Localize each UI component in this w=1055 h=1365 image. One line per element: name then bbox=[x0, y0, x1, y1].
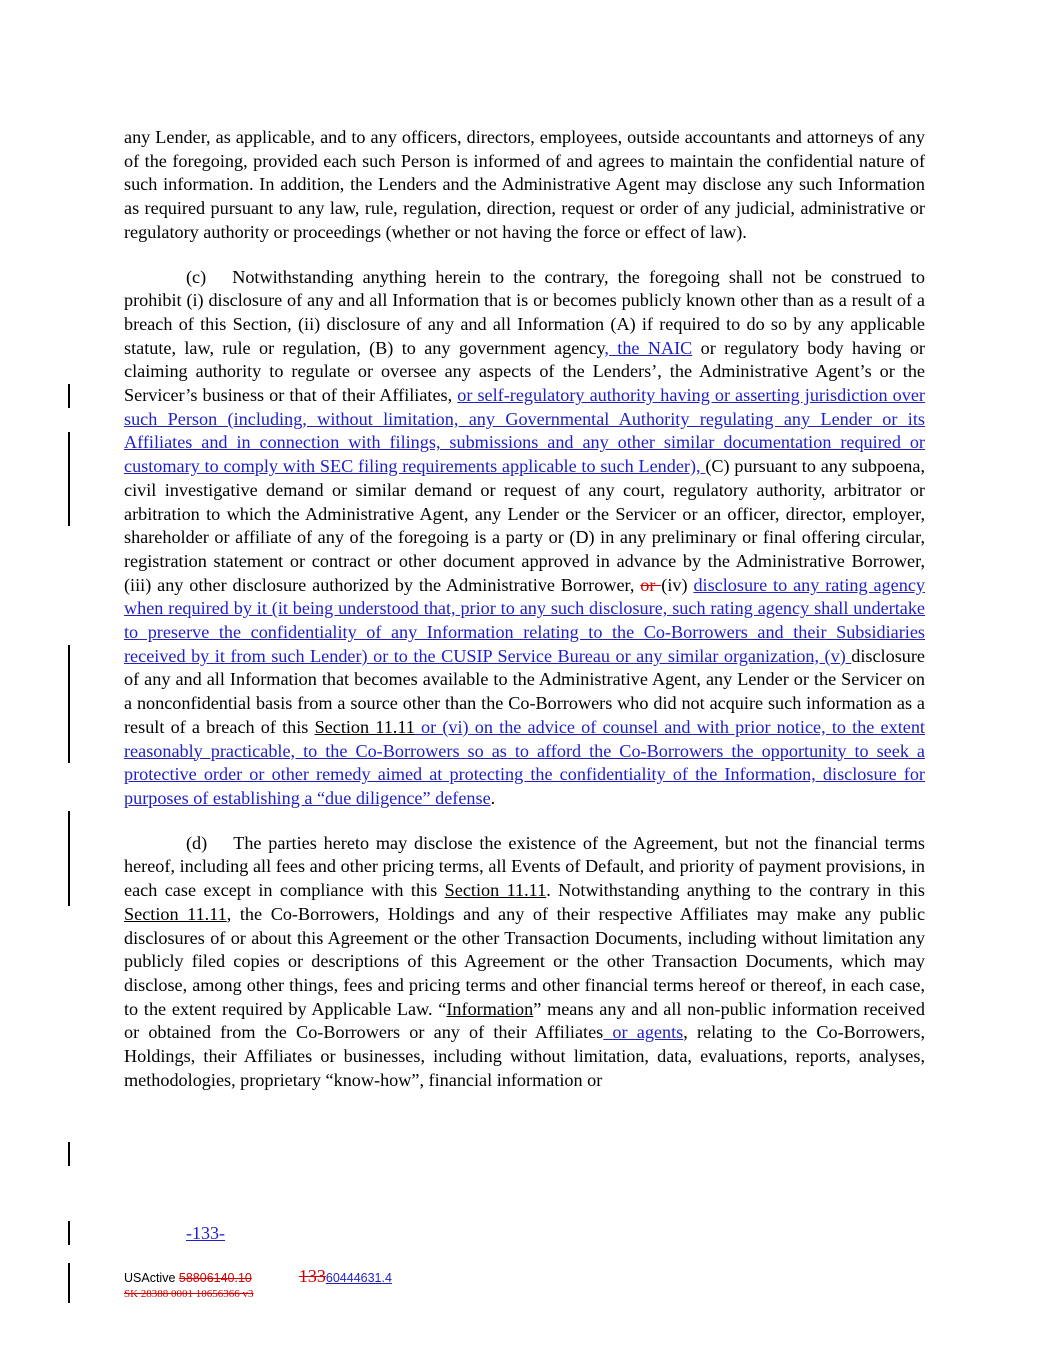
change-bar bbox=[68, 384, 70, 408]
deleted-text: or bbox=[640, 574, 662, 595]
page-number: -133- bbox=[186, 1223, 225, 1243]
change-bar bbox=[68, 1221, 70, 1245]
inserted-text: or (vi) on the advice of counsel and with prior notice, to the extent reasonably practicable, to the Co-Borrowers so as to afford the Co-Borrowers the opportunity to seek a protective order or other remedy aimed at protecting the confidentiality of the Information, disclosure for purposes of establishing a “due diligence” defense bbox=[124, 716, 925, 808]
change-bar bbox=[68, 432, 70, 526]
change-bar bbox=[68, 811, 70, 906]
inserted-text: or self-regulatory authority having or asserting jurisdiction over such Person (including, without limitation, any Governmental Authority regulating any Lender or its Affiliates and in connection with filings, submissions and any other similar documentation required or customary to comply with SEC filing requirements applicable to such Lender), bbox=[124, 385, 925, 477]
deleted-page-ref: 133 bbox=[298, 1266, 326, 1286]
paragraph-c: (c) Notwithstanding anything herein to the contrary, the foregoing shall not be construed to prohibit (i) disclosure of any and all Information that is or becomes publicly known other than as a result of a breach of this Section, (ii) disclosure of any and all Information (A) if required to do so by any applicable statute, law, rule or regulation, (B) to any government agency, the NAIC or regulatory body having or claiming authority to regulate or oversee any aspects of the Lenders’, the Administrative Agent’s or the Servicer’s business or that of their Affiliates, or self-regulatory authority having or asserting jurisdiction over such Person (including, without limitation, any Governmental Authority regulating any Lender or its Affiliates and in connection with filings, submissions and any other similar documentation required or customary to comply with SEC filing requirements applicable to such Lender), (C) pursuant to any subpoena, civil investigative demand or similar demand or request of any court, regulatory authority, arbitrator or arbitration to which the Administrative Agent, any Lender or the Servicer or an officer, director, employer, shareholder or affiliate of any of the foregoing is a party or (D) in any preliminary or final offering circular, registration statement or contract or other document approved in advance by the Administrative Borrower, (iii) any other disclosure authorized by the Administrative Borrower, or (iv) disclosure to any rating agency when required by it (it being understood that, prior to any such disclosure, such rating agency shall undertake to preserve the confidentiality of any Information relating to the Co-Borrowers and their Subsidiaries received by it from such Lender) or to the CUSIP Service Bureau or any similar organization, (v) disclosure of any and all Information that becomes available to the Administrative Agent, any Lender or the Servicer on a nonconfidential basis from a source other than the Co-Borrowers who did not acquire such information as a result of a breach of this Section 11.11 or (vi) on the advice of counsel and with prior notice, to the extent reasonably practicable, to the Co-Borrowers so as to afford the Co-Borrowers the opportunity to seek a protective order or other remedy aimed at protecting the confidentiality of the Information, disclosure for purposes of establishing a “due diligence” defense. bbox=[124, 266, 925, 808]
paragraph-continuation: any Lender, as applicable, and to any officers, directors, employees, outside accountants and attorneys of any of the foregoing, provided each such Person is informed of and agrees to maintain the confidential nature of such information. In addition, the Lenders and the Administrative Agent may disclose any such Information as required pursuant to any law, rule, regulation, direction, request or order of any judicial, administrative or regulatory authority or proceedings (whether or not having the force or effect of law). bbox=[124, 127, 925, 242]
inserted-doc-id: 60444631.4 bbox=[325, 1271, 392, 1285]
footer-deleted-ref: SK 28388 0001 10656366 v3 bbox=[124, 1288, 254, 1300]
defined-term: Information bbox=[446, 998, 534, 1019]
clause-label: (c) bbox=[186, 266, 207, 287]
clause-label: (d) bbox=[186, 832, 208, 853]
paragraph-d: (d) The parties hereto may disclose the existence of the Agreement, but not the financial terms hereof, including all fees and other pricing terms, all Events of Default, and priority of payment provisions, in each case except in compliance with this Section 11.11. Notwithstanding anything to the contrary in this Section 11.11, the Co-Borrowers, Holdings and any of their respective Affiliates may make any public disclosures of or about this Agreement or the other Transaction Documents, including without limitation any publicly filed copies or descriptions of this Agreement or the other Transaction Documents, which may disclose, among other things, fees and pricing terms and other financial terms hereof or thereof, in each case, to the extent required by Applicable Law. “Information” means any and all non-public information received or obtained from the Co-Borrowers or any of their Affiliates or agents, relating to the Co-Borrowers, Holdings, their Affiliates or businesses, including without limitation, data, evaluations, reports, analyses, methodologies, proprietary “know-how”, financial information or bbox=[124, 832, 926, 1090]
section-reference: Section 11.11 bbox=[444, 880, 547, 901]
section-reference: Section 11.11 bbox=[314, 716, 415, 737]
deleted-doc-id: 58806140.10 bbox=[178, 1271, 252, 1285]
change-bar bbox=[68, 1263, 70, 1303]
section-reference: Section 11.11 bbox=[124, 903, 227, 924]
inserted-text: or agents bbox=[603, 1022, 684, 1043]
inserted-text: disclosure to any rating agency when required by it (it being understood that, prior to any such disclosure, such rating agency shall undertake to preserve the confidentiality of any Information relating to the Co-Borrowers and their Subsidiaries received by it from such Lender) or to the CUSIP Service Bureau or any similar organization, (v) bbox=[124, 574, 925, 666]
footer-doc-id: USActive 58806140.10 13360444631.4 bbox=[124, 1266, 392, 1286]
change-bar bbox=[68, 1142, 70, 1166]
change-bar bbox=[68, 645, 70, 763]
inserted-text: , the NAIC bbox=[604, 337, 693, 358]
document-page bbox=[124, 126, 925, 1113]
